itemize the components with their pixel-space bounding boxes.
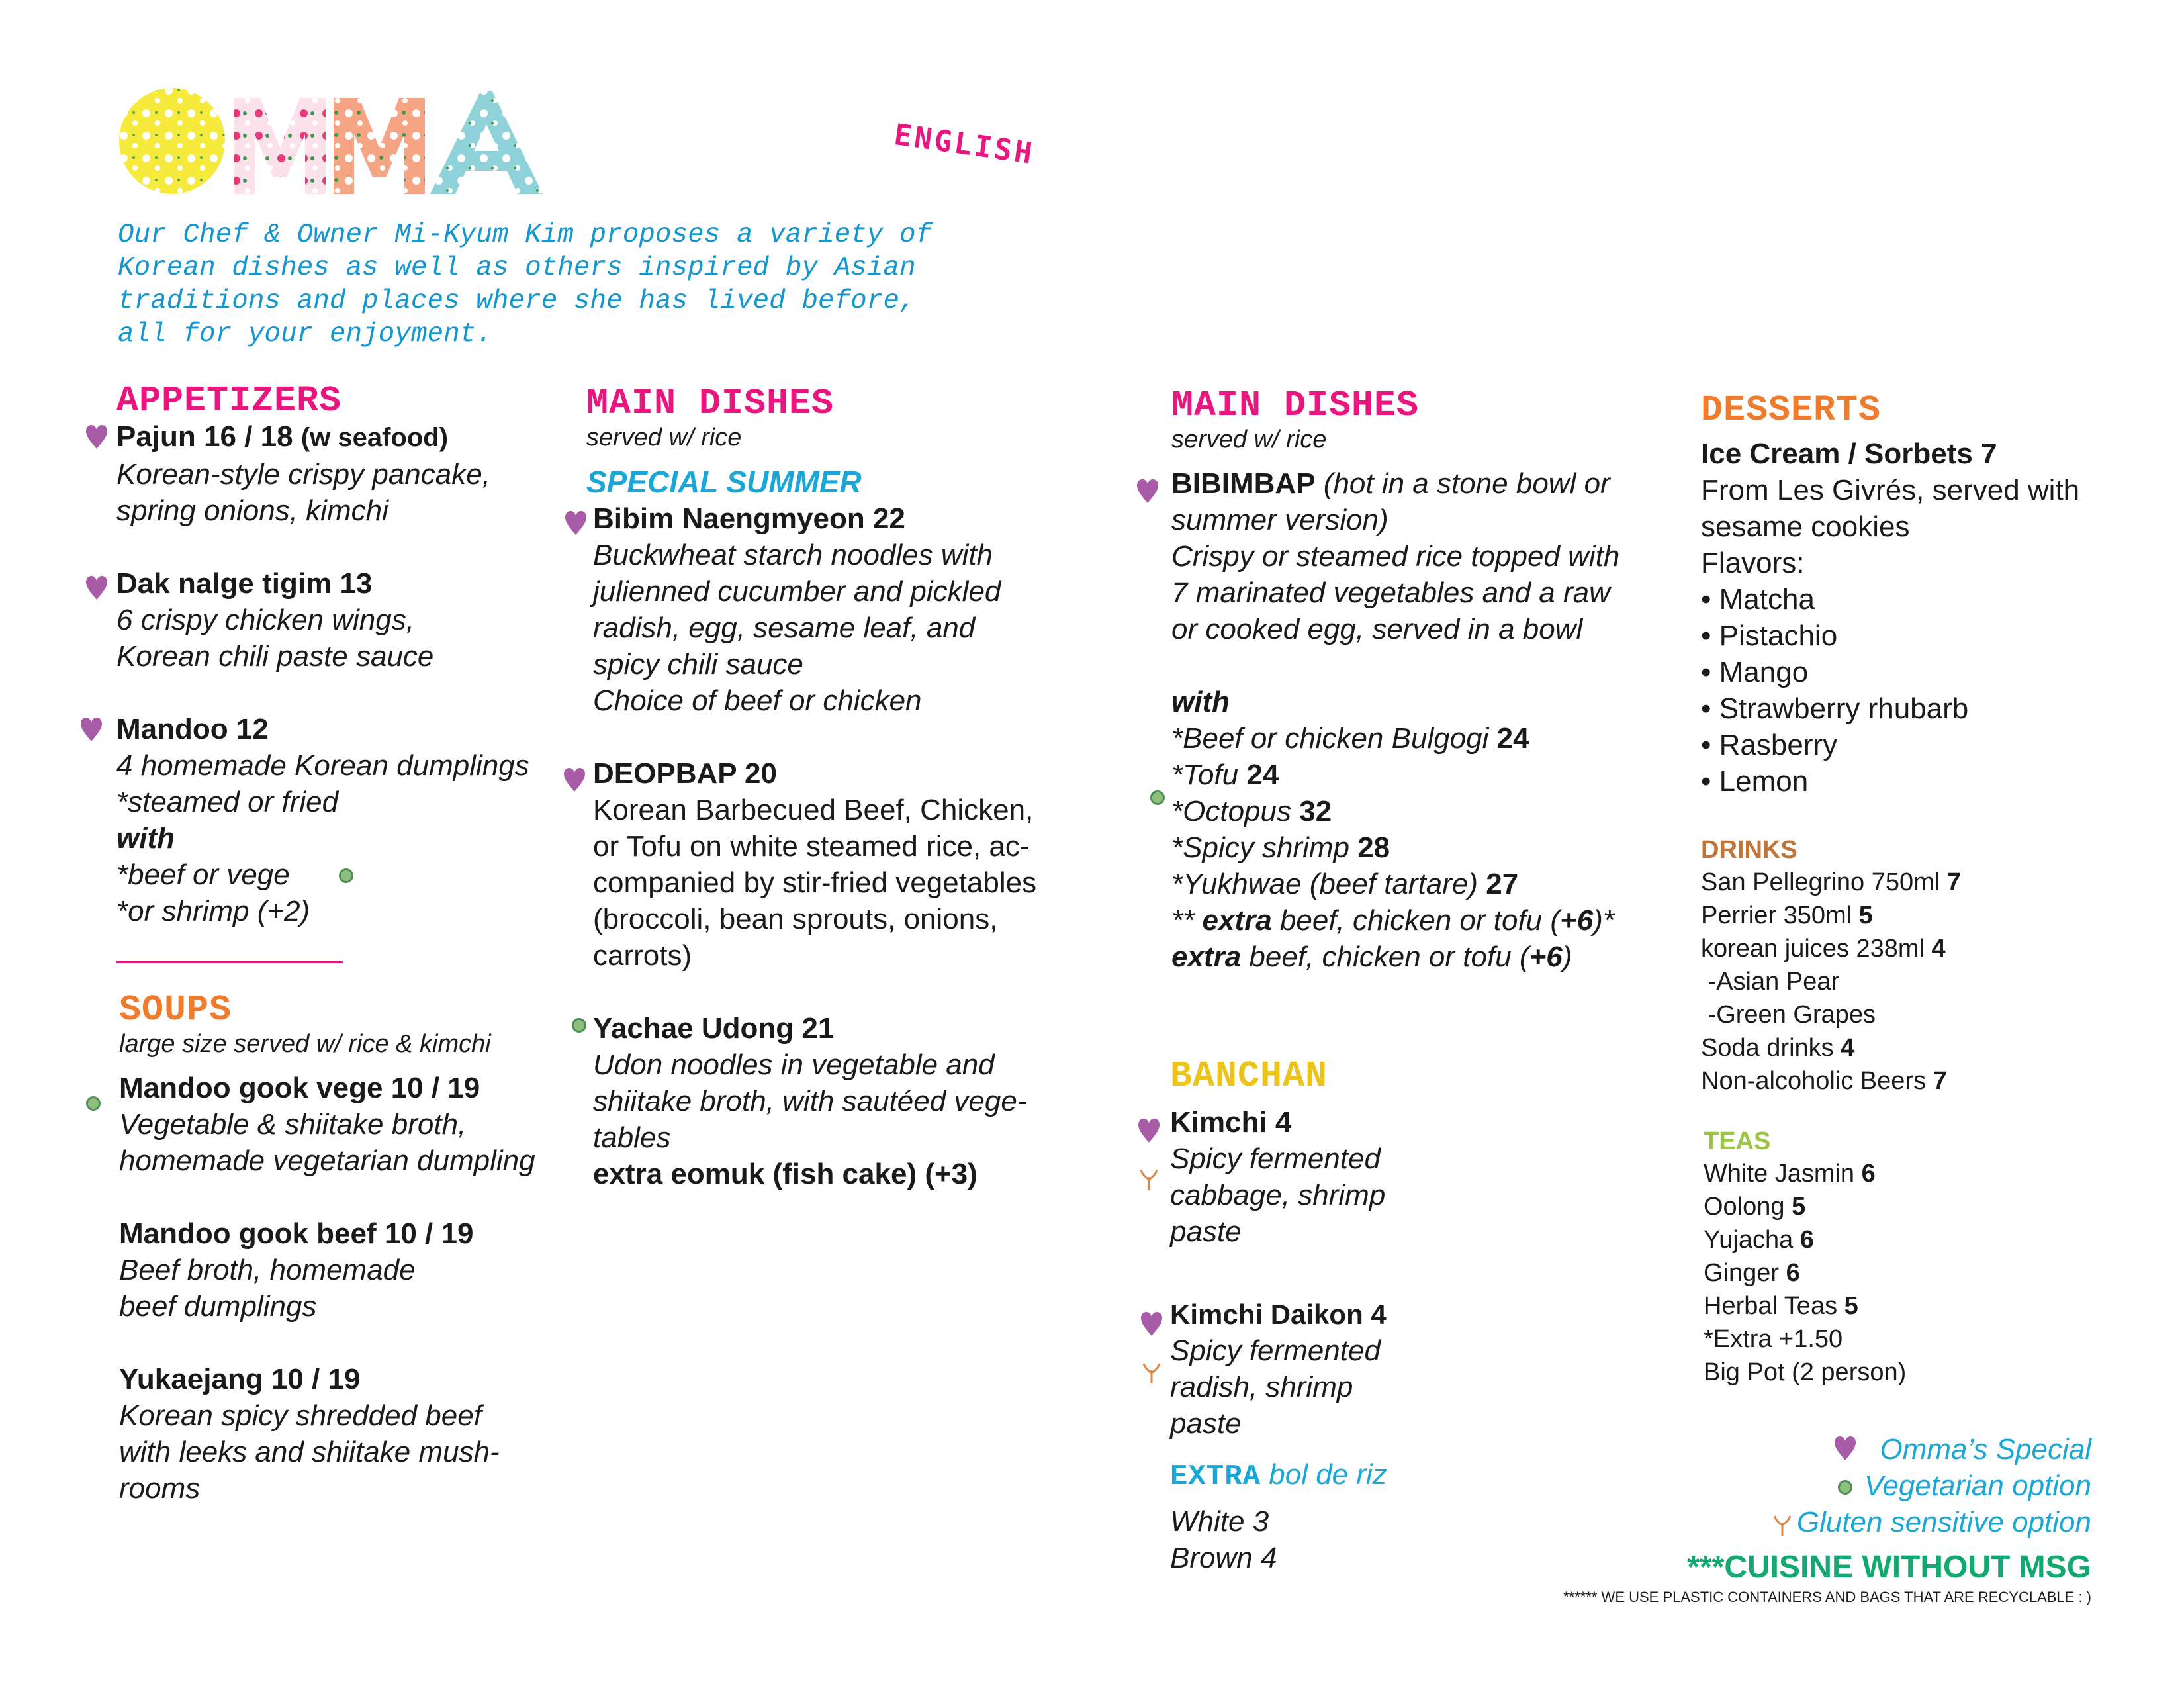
heart-icon (79, 716, 103, 743)
drink-item (1701, 998, 2124, 1031)
drink-label: Soda drinks (1701, 1034, 1834, 1062)
item-desc: beef dumplings (119, 1290, 317, 1323)
drink-price: 4 (1841, 1034, 1855, 1062)
option-label: *Beef or chicken Bulgogi (1171, 722, 1489, 755)
drink-item (1701, 866, 2124, 899)
option-price: 24 (1246, 759, 1279, 791)
tea-item (1704, 1289, 2127, 1323)
heart-icon (1140, 1311, 1163, 1337)
logo-graphic (118, 85, 621, 197)
item-desc: shiitake broth, with sautéed vege- (593, 1085, 1027, 1117)
gluten-sensitive-icon (1140, 1361, 1163, 1385)
drinks-section (1701, 834, 2124, 1098)
tea-item (1704, 1157, 2127, 1190)
item-name: Bibim Naengmyeon 22 (593, 502, 905, 535)
item-desc: Korean spicy shredded beef (119, 1399, 482, 1432)
item-desc: paste (1170, 1215, 1242, 1248)
intro-line: Our Chef & Owner Mi-Kyum Kim proposes a variety of (118, 220, 933, 250)
item-name: Ice Cream / Sorbets 7 (1701, 438, 1997, 470)
tea-label: Big Pot (2 person) (1704, 1358, 1907, 1386)
tea-label: Yujacha (1704, 1226, 1794, 1254)
heart-icon (564, 510, 588, 536)
item-desc: tables (593, 1121, 671, 1154)
heart-icon (85, 575, 109, 601)
rice-option: White 3 (1170, 1505, 1269, 1538)
item-desc: Udon noodles in vegetable and (593, 1049, 995, 1081)
menu-item-name (116, 418, 580, 456)
heart-icon (85, 424, 109, 450)
legend-vegetarian (1655, 1468, 2091, 1504)
drink-label: San Pellegrino 750ml (1701, 868, 1940, 896)
flavor-item: • Pistachio (1701, 620, 1838, 652)
with-label: with (1171, 686, 1230, 718)
item-desc: radish, shrimp (1170, 1371, 1353, 1403)
flavor-item: • Rasberry (1701, 729, 1838, 761)
main-dishes-title: MAIN DISHES (1171, 385, 1420, 426)
tea-item (1704, 1190, 2127, 1223)
rice-option: Brown 4 (1170, 1542, 1277, 1574)
item-desc: Beef broth, homemade (119, 1254, 416, 1286)
extra-bold: extra (1202, 904, 1272, 937)
heart-icon (1833, 1435, 1857, 1462)
soups-title: SOUPS (119, 989, 232, 1031)
tea-price: 5 (1844, 1292, 1858, 1320)
item-name: Yachae Udong 21 (593, 1012, 835, 1045)
soups-subtitle: large size served w/ rice & kimchi (119, 1030, 491, 1058)
item-desc: Vegetable & shiitake broth, (119, 1108, 467, 1141)
extra-line (1171, 939, 1674, 975)
legend (1655, 1431, 2091, 1540)
heart-icon (1136, 478, 1160, 504)
menu-option (1171, 793, 1674, 829)
option-price: 28 (1357, 831, 1390, 864)
item-desc: Korean chili paste sauce (116, 640, 434, 673)
main-dishes-subtitle: served w/ rice (586, 424, 742, 451)
no-msg-banner: ***CUISINE WITHOUT MSG (1687, 1550, 2091, 1585)
banchan-title: BANCHAN (1170, 1055, 1328, 1097)
drink-label: Perrier 350ml (1701, 902, 1852, 929)
item-desc: cabbage, shrimp (1170, 1179, 1386, 1211)
main-dishes-section-2 (1171, 386, 1674, 975)
legend-special (1655, 1431, 2091, 1468)
omma-logo (118, 85, 621, 197)
desserts-section (1701, 391, 2124, 800)
item-desc: Spicy fermented (1170, 1143, 1381, 1175)
flavor-item: • Matcha (1701, 583, 1815, 616)
item-name-note: (hot in a stone bowl or (1323, 467, 1610, 500)
heart-icon (1137, 1117, 1161, 1144)
item-desc: spring onions, kimchi (116, 494, 388, 527)
tea-label: Oolong (1704, 1193, 1785, 1221)
vegetarian-dot-icon (1838, 1480, 1852, 1495)
option-label: *Spicy shrimp (1171, 831, 1349, 864)
special-summer-title: SPECIAL SUMMER (586, 465, 862, 499)
extra-text: beef, chicken or tofu ( (1279, 904, 1561, 937)
item-name: BIBIMBAP (1171, 467, 1316, 500)
item-desc: or Tofu on white steamed rice, ac- (593, 830, 1030, 863)
intro-line: all for your enjoyment. (118, 319, 492, 350)
item-name: Mandoo gook beef 10 / 19 (119, 1217, 474, 1250)
legend-vegetarian-label: Vegetarian option (1864, 1470, 2091, 1502)
item-desc: 6 crispy chicken wings, (116, 604, 414, 636)
drink-item (1701, 899, 2124, 932)
item-desc: with leeks and shiitake mush- (119, 1436, 500, 1468)
tea-price: 6 (1861, 1160, 1876, 1188)
legend-gluten (1655, 1504, 2091, 1540)
item-desc: Crispy or steamed rice topped with (1171, 540, 1620, 573)
drink-price: 5 (1858, 902, 1873, 929)
item-desc: paste (1170, 1407, 1242, 1440)
language-label: ENGLISH (891, 118, 1037, 171)
item-desc: *steamed or fried (116, 786, 339, 818)
menu-option (1171, 866, 1674, 902)
item-desc: companied by stir-fried vegetables (593, 867, 1037, 899)
item-name: Dak nalge tigim 13 (116, 567, 373, 600)
desserts-title: DESSERTS (1701, 389, 1882, 431)
menu-item-name (1171, 465, 1674, 502)
teas-title: TEAS (1704, 1127, 1771, 1155)
heart-icon (563, 767, 586, 793)
extra-price: +6 (1560, 904, 1594, 937)
main-dishes-subtitle: served w/ rice (1171, 426, 1327, 453)
drink-price: 7 (1933, 1067, 1947, 1095)
item-name: Kimchi 4 (1170, 1106, 1292, 1139)
extra-prefix: ** (1171, 904, 1195, 937)
item-desc: summer version) (1171, 504, 1388, 536)
menu-option (1171, 829, 1674, 866)
tea-price: 6 (1786, 1259, 1800, 1287)
item-desc: (broccoli, bean sprouts, onions, (593, 903, 998, 935)
option-label: *Yukhwae (beef tartare) (1171, 868, 1479, 900)
item-desc: Flavors: (1701, 547, 1805, 579)
drink-item (1701, 965, 2124, 998)
menu-option (1171, 720, 1674, 757)
extra-subtitle: bol de riz (1269, 1458, 1387, 1491)
drink-label: Non-alcoholic Beers (1701, 1067, 1927, 1095)
teas-section (1704, 1125, 2127, 1389)
flavor-item: • Lemon (1701, 765, 1809, 798)
intro-line: Korean dishes as well as others inspired by Asian (118, 253, 916, 283)
tea-label: *Extra +1.50 (1704, 1325, 1843, 1353)
with-label: with (116, 822, 175, 855)
extra-text: beef, chicken or tofu ( (1249, 941, 1529, 973)
item-desc: or cooked egg, served in a bowl (1171, 613, 1583, 645)
drink-item (1701, 1031, 2124, 1064)
item-name: Yukaejang 10 / 19 (119, 1363, 361, 1395)
option-label: *Octopus (1171, 795, 1291, 827)
item-desc: rooms (119, 1472, 201, 1505)
appetizers-section (116, 381, 580, 929)
intro-text (118, 218, 1044, 351)
legend-gluten-label: Gluten sensitive option (1796, 1506, 2091, 1538)
tea-price: 6 (1799, 1226, 1814, 1254)
item-option: *or shrimp (+2) (116, 895, 310, 927)
item-desc: radish, egg, sesame leaf, and (593, 612, 976, 644)
option-price: 32 (1299, 795, 1332, 827)
banchan-section (1170, 1056, 1633, 1576)
drinks-title: DRINKS (1701, 836, 1797, 864)
drink-label: korean juices 238ml (1701, 935, 1925, 962)
item-option: *beef or vege (116, 859, 290, 891)
tea-item (1704, 1223, 2127, 1256)
extra-end: ) (1562, 941, 1572, 973)
extra-rice-heading (1170, 1456, 1633, 1497)
vegetarian-dot-icon (1150, 790, 1165, 805)
main-dishes-section-1 (586, 384, 1089, 1192)
tea-item (1704, 1256, 2127, 1289)
legend-special-label: Omma’s Special (1880, 1433, 2091, 1466)
item-desc: From Les Givrés, served with (1701, 474, 2080, 506)
item-desc: Buckwheat starch noodles with (593, 539, 993, 571)
extra-line (1171, 902, 1674, 939)
flavor-item: • Strawberry rhubarb (1701, 692, 1969, 725)
drink-item (1701, 1064, 2124, 1098)
drink-label: -Green Grapes (1701, 1001, 1876, 1029)
tea-label: Herbal Teas (1704, 1292, 1838, 1320)
appetizers-title: APPETIZERS (116, 380, 342, 422)
item-desc: Korean-style crispy pancake, (116, 458, 490, 491)
item-name: Mandoo gook vege 10 / 19 (119, 1072, 480, 1104)
menu-option (1171, 757, 1674, 793)
drink-price: 4 (1931, 935, 1946, 962)
item-desc: julienned cucumber and pickled (593, 575, 1001, 608)
tea-label: Ginger (1704, 1259, 1780, 1287)
option-price: 24 (1496, 722, 1529, 755)
item-desc: spicy chili sauce (593, 648, 803, 680)
gluten-sensitive-icon (1137, 1168, 1161, 1192)
item-name: DEOPBAP 20 (593, 757, 777, 790)
extra-bold: extra (1171, 941, 1242, 973)
extra-price: +6 (1529, 941, 1563, 973)
item-desc: 7 marinated vegetables and a raw (1171, 577, 1610, 609)
tea-item (1704, 1323, 2127, 1356)
section-divider (116, 961, 343, 963)
extra-title: EXTRA (1170, 1460, 1261, 1493)
vegetarian-dot-icon (339, 868, 353, 883)
drink-label: -Asian Pear (1701, 968, 1840, 996)
item-desc: sesame cookies (1701, 510, 1910, 543)
intro-line: traditions and places where she has lived before, (118, 286, 916, 316)
item-extra: extra eomuk (fish cake) (+3) (593, 1158, 978, 1190)
item-desc: Spicy fermented (1170, 1335, 1381, 1367)
item-desc: 4 homemade Korean dumplings (116, 749, 529, 782)
item-name: Mandoo 12 (116, 713, 269, 745)
item-name-extra: (w seafood) (300, 423, 449, 452)
tea-label: White Jasmin (1704, 1160, 1855, 1188)
drink-item (1701, 932, 2124, 965)
item-desc: Korean Barbecued Beef, Chicken, (593, 794, 1034, 826)
gluten-sensitive-icon (1770, 1513, 1794, 1537)
item-desc: Choice of beef or chicken (593, 684, 922, 717)
flavor-item: • Mango (1701, 656, 1809, 688)
tea-item (1704, 1356, 2127, 1389)
option-label: *Tofu (1171, 759, 1239, 791)
item-desc: homemade vegetarian dumpling (119, 1145, 535, 1177)
option-price: 27 (1486, 868, 1519, 900)
vegetarian-dot-icon (86, 1096, 101, 1111)
item-name: Kimchi Daikon 4 (1170, 1299, 1387, 1330)
item-name: Pajun 16 / 18 (116, 420, 293, 453)
extra-end: )* (1593, 904, 1614, 937)
item-desc: carrots) (593, 939, 692, 972)
recycle-note: ****** WE USE PLASTIC CONTAINERS AND BAGS THAT ARE RECYCLABLE : ) (1563, 1589, 2091, 1605)
tea-price: 5 (1792, 1193, 1806, 1221)
soups-section (119, 990, 582, 1507)
main-dishes-title: MAIN DISHES (586, 383, 835, 424)
vegetarian-dot-icon (572, 1018, 586, 1033)
drink-price: 7 (1946, 868, 1961, 896)
